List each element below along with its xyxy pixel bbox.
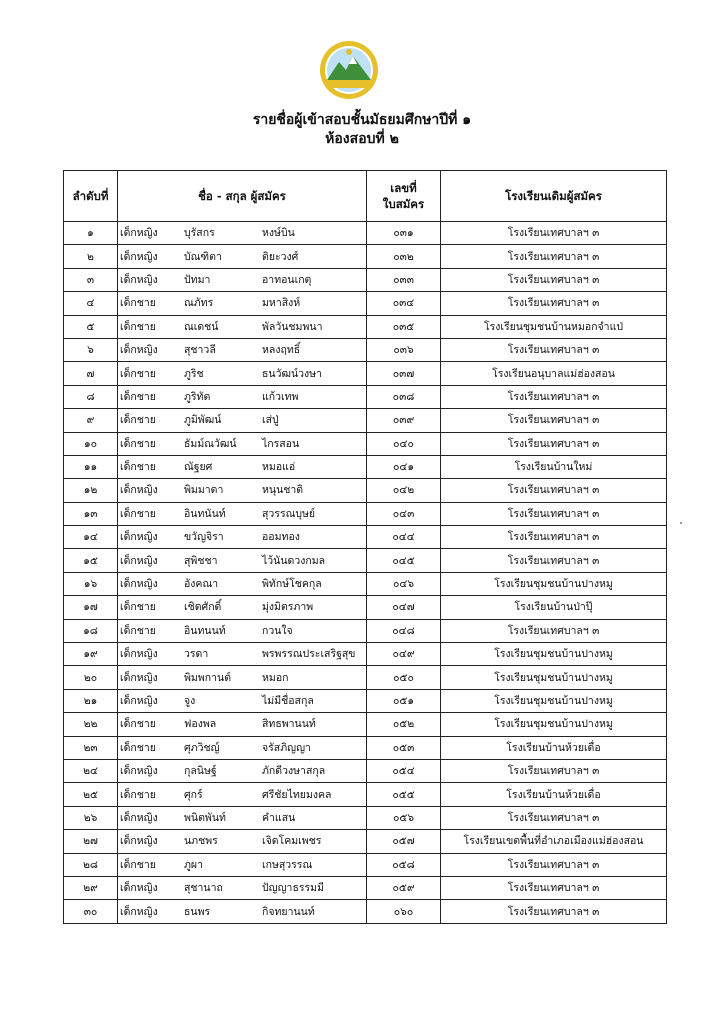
table-row — [64, 245, 667, 268]
row-school: โรงเรียนเทศบาลฯ ๓ — [441, 759, 667, 782]
row-prefix: เด็กชาย — [120, 788, 156, 801]
row-name — [118, 292, 367, 315]
row-no: ๒๓ — [64, 736, 118, 759]
row-prefix: เด็กชาย — [120, 601, 156, 614]
table-row — [64, 572, 667, 595]
row-school: โรงเรียนบ้านป่าปุ๊ — [441, 596, 667, 619]
row-application-no: ๐๓๕ — [367, 315, 441, 338]
row-no: ๕ — [64, 315, 118, 338]
table-row — [64, 362, 667, 385]
row-prefix: เด็กหญิง — [120, 554, 158, 567]
row-prefix: เด็กชาย — [120, 507, 156, 520]
row-application-no: ๐๕๔ — [367, 759, 441, 782]
row-school: โรงเรียนเทศบาลฯ ๓ — [441, 385, 667, 408]
row-no: ๖ — [64, 338, 118, 361]
row-school: โรงเรียนชุมชนบ้านหมอกจำแป่ — [441, 315, 667, 338]
row-application-no: ๐๕๙ — [367, 876, 441, 899]
row-first-name: สุพิชชา — [184, 554, 218, 567]
row-first-name: ภูมิพัฒน์ — [184, 414, 222, 427]
row-first-name: อังคณา — [184, 578, 219, 591]
table-row — [64, 830, 667, 853]
row-application-no: ๐๓๙ — [367, 409, 441, 432]
row-prefix: เด็กชาย — [120, 718, 156, 731]
row-name — [118, 830, 367, 853]
table-row — [64, 666, 667, 689]
row-last-name: ปัญญาธรรมมี — [262, 882, 324, 895]
row-prefix: เด็กหญิง — [120, 344, 158, 357]
row-no: ๙ — [64, 409, 118, 432]
table-row — [64, 479, 667, 502]
table-row — [64, 502, 667, 525]
row-first-name: บัณฑิตา — [184, 250, 222, 263]
row-application-no: ๐๔๑ — [367, 455, 441, 478]
row-application-no: ๐๖๐ — [367, 900, 441, 923]
row-name — [118, 268, 367, 291]
row-first-name: ขวัญจิรา — [184, 531, 224, 544]
row-name — [118, 689, 367, 712]
row-application-no: ๐๕๗ — [367, 830, 441, 853]
row-prefix: เด็กหญิง — [120, 811, 158, 824]
table-row — [64, 876, 667, 899]
row-prefix: เด็กชาย — [120, 367, 156, 380]
row-no: ๗ — [64, 362, 118, 385]
row-no: ๒๔ — [64, 759, 118, 782]
row-last-name: มุ่งมิตรภาพ — [262, 601, 314, 614]
row-prefix: เด็กหญิง — [120, 882, 158, 895]
row-school: โรงเรียนเทศบาลฯ ๓ — [441, 526, 667, 549]
row-name — [118, 619, 367, 642]
row-name — [118, 783, 367, 806]
row-school: โรงเรียนเทศบาลฯ ๓ — [441, 245, 667, 268]
row-first-name: พนิตพันท์ — [184, 811, 226, 824]
row-school: โรงเรียนเทศบาลฯ ๓ — [441, 502, 667, 525]
row-name — [118, 409, 367, 432]
row-application-no: ๐๕๑ — [367, 689, 441, 712]
row-last-name: พรพรรณประเสริฐสุข — [262, 648, 356, 661]
page-title: รายชื่อผู้เข้าสอบชั้นมัธยมศึกษาปีที่ ๑ — [252, 112, 472, 128]
row-application-no: ๐๓๖ — [367, 338, 441, 361]
row-application-no: ๐๓๒ — [367, 245, 441, 268]
row-school: โรงเรียนชุมชนบ้านปางหมู — [441, 713, 667, 736]
row-school: โรงเรียนเทศบาลฯ ๓ — [441, 876, 667, 899]
table-row — [64, 713, 667, 736]
row-application-no: ๐๔๕ — [367, 549, 441, 572]
row-first-name: พิมมาดา — [184, 484, 224, 497]
table-row — [64, 315, 667, 338]
row-prefix: เด็กชาย — [120, 461, 156, 474]
row-application-no: ๐๕๘ — [367, 853, 441, 876]
row-no: ๒๕ — [64, 783, 118, 806]
row-school: โรงเรียนชุมชนบ้านปางหมู — [441, 689, 667, 712]
row-school: โรงเรียนอนุบาลแม่ฮ่องสอน — [441, 362, 667, 385]
table-row — [64, 292, 667, 315]
row-no: ๒๘ — [64, 853, 118, 876]
row-first-name: นภชพร — [184, 835, 218, 848]
table-row — [64, 783, 667, 806]
row-last-name: เจิดโคมเพชร — [262, 835, 322, 848]
row-no: ๑๙ — [64, 643, 118, 666]
row-name — [118, 806, 367, 829]
row-school: โรงเรียนเทศบาลฯ ๓ — [441, 268, 667, 291]
row-prefix: เด็กหญิง — [120, 227, 158, 240]
row-last-name: อาทอนเกตุ — [262, 273, 312, 286]
table-row — [64, 736, 667, 759]
header-app-line2: ใบสมัคร — [382, 197, 425, 211]
row-no: ๒ — [64, 245, 118, 268]
row-prefix: เด็กหญิง — [120, 648, 158, 661]
row-name — [118, 900, 367, 923]
row-no: ๒๖ — [64, 806, 118, 829]
table-row — [64, 455, 667, 478]
row-no: ๒๐ — [64, 666, 118, 689]
row-last-name: ศรีชัยไทยมงคล — [262, 788, 332, 801]
row-school: โรงเรียนชุมชนบ้านปางหมู — [441, 643, 667, 666]
row-last-name: คำแสน — [262, 811, 296, 824]
row-no: ๓ — [64, 268, 118, 291]
row-application-no: ๐๓๗ — [367, 362, 441, 385]
row-prefix: เด็กชาย — [120, 437, 156, 450]
table-row — [64, 619, 667, 642]
row-prefix: เด็กชาย — [120, 320, 156, 333]
row-application-no: ๐๔๔ — [367, 526, 441, 549]
row-name — [118, 432, 367, 455]
row-last-name: ไม่มีชื่อสกุล — [262, 695, 314, 707]
row-prefix: เด็กชาย — [120, 741, 156, 754]
row-last-name: เกษสุวรรณ — [262, 858, 313, 871]
row-first-name: บุรัสกร — [184, 227, 215, 240]
school-emblem-icon — [319, 40, 379, 100]
row-school: โรงเรียนเทศบาลฯ ๓ — [441, 549, 667, 572]
header-school: โรงเรียนเดิมผู้สมัคร — [441, 171, 667, 222]
row-prefix: เด็กหญิง — [120, 250, 158, 263]
row-name — [118, 245, 367, 268]
row-prefix: เด็กหญิง — [120, 273, 158, 286]
row-name — [118, 666, 367, 689]
row-first-name: พิมพกานต์ — [184, 671, 232, 684]
row-first-name: สุชานาถ — [184, 882, 223, 895]
row-last-name: หมอแอ่ — [262, 461, 296, 474]
row-last-name: ออมทอง — [262, 531, 300, 544]
row-last-name: ธนวัฒน์วงษา — [262, 367, 322, 380]
table-row — [64, 900, 667, 923]
table-row — [64, 643, 667, 666]
row-school: โรงเรียนชุมชนบ้านปางหมู — [441, 666, 667, 689]
row-first-name: ณเดชน์ — [184, 320, 219, 333]
row-last-name: ภักดีวงษาสกุล — [262, 765, 326, 778]
row-first-name: ภูริช — [184, 367, 204, 380]
row-no: ๑๔ — [64, 526, 118, 549]
table-header-row — [64, 171, 667, 222]
row-application-no: ๐๔๒ — [367, 479, 441, 502]
table-row — [64, 596, 667, 619]
row-school: โรงเรียนเทศบาลฯ ๓ — [441, 409, 667, 432]
header-application-no — [367, 171, 441, 222]
table-row — [64, 222, 667, 245]
row-first-name: ศุกร์ — [184, 788, 203, 801]
row-school: โรงเรียนชุมชนบ้านปางหมู — [441, 572, 667, 595]
row-first-name: ภูริทัต — [184, 390, 211, 403]
row-last-name: ไกรสอน — [262, 437, 300, 450]
row-school: โรงเรียนเทศบาลฯ ๓ — [441, 619, 667, 642]
row-last-name: พิทักษ์โชคกุล — [262, 578, 322, 591]
row-school: โรงเรียนเทศบาลฯ ๓ — [441, 806, 667, 829]
row-last-name: สิทธพานนท์ — [262, 718, 316, 731]
row-application-no: ๐๕๐ — [367, 666, 441, 689]
row-application-no: ๐๔๗ — [367, 596, 441, 619]
table-row — [64, 853, 667, 876]
row-school: โรงเรียนเทศบาลฯ ๓ — [441, 432, 667, 455]
row-first-name: เชิดศักดิ์ — [184, 601, 222, 614]
row-first-name: ธนพร — [184, 905, 211, 918]
row-first-name: ปัทมา — [184, 273, 211, 286]
row-last-name: เส่ปู่ — [262, 414, 279, 427]
row-prefix: เด็กชาย — [120, 390, 156, 403]
row-application-no: ๐๔๖ — [367, 572, 441, 595]
header-name: ชื่อ - สกุล ผู้สมัคร — [118, 171, 367, 222]
row-first-name: ธัมม์ณวัฒน์ — [184, 437, 237, 450]
row-first-name: ณัฐยศ — [184, 461, 213, 474]
header-app-line1: เลขที่ — [390, 181, 417, 195]
row-name — [118, 596, 367, 619]
row-first-name: วรดา — [184, 648, 209, 661]
row-last-name: มหาสิงห์ — [262, 297, 301, 310]
row-name — [118, 736, 367, 759]
row-first-name: ภูผา — [184, 858, 203, 871]
row-prefix: เด็กหญิง — [120, 531, 158, 544]
page-subtitle: ห้องสอบที่ ๒ — [325, 131, 399, 147]
row-application-no: ๐๔๘ — [367, 619, 441, 642]
row-no: ๑๗ — [64, 596, 118, 619]
row-name — [118, 479, 367, 502]
row-name — [118, 455, 367, 478]
row-name — [118, 643, 367, 666]
row-school: โรงเรียนบ้านใหม่ — [441, 455, 667, 478]
row-last-name: หลงฤทธิ์ — [262, 344, 301, 357]
row-no: ๑๒ — [64, 479, 118, 502]
row-no: ๒๗ — [64, 830, 118, 853]
row-school: โรงเรียนเทศบาลฯ ๓ — [441, 853, 667, 876]
row-no: ๑๖ — [64, 572, 118, 595]
table-row — [64, 806, 667, 829]
row-no: ๘ — [64, 385, 118, 408]
row-first-name: สุชาวลี — [184, 344, 216, 357]
scan-speck — [680, 522, 682, 524]
row-school: โรงเรียนเทศบาลฯ ๓ — [441, 900, 667, 923]
row-prefix: เด็กหญิง — [120, 835, 158, 848]
row-school: โรงเรียนบ้านห้วยเดื่อ — [441, 783, 667, 806]
row-prefix: เด็กชาย — [120, 858, 156, 871]
table-row — [64, 526, 667, 549]
table-row — [64, 268, 667, 291]
row-application-no: ๐๕๓ — [367, 736, 441, 759]
row-first-name: กุลนิษฐ์ — [184, 765, 217, 778]
row-last-name: สุวรรณบุษย์ — [262, 507, 316, 520]
header-no: ลำดับที่ — [64, 171, 118, 222]
row-school: โรงเรียนบ้านห้วยเดื่อ — [441, 736, 667, 759]
table-row — [64, 689, 667, 712]
row-application-no: ๐๓๔ — [367, 292, 441, 315]
row-first-name: จูง — [184, 695, 196, 707]
row-prefix: เด็กหญิง — [120, 765, 158, 778]
row-school: โรงเรียนเขตพื้นที่อำเภอเมืองแม่ฮ่องสอน — [441, 830, 667, 853]
row-name — [118, 713, 367, 736]
row-application-no: ๐๓๓ — [367, 268, 441, 291]
row-first-name: ณภัทร — [184, 297, 214, 310]
row-name — [118, 502, 367, 525]
row-name — [118, 362, 367, 385]
row-no: ๑๑ — [64, 455, 118, 478]
row-prefix: เด็กหญิง — [120, 671, 158, 684]
row-name — [118, 759, 367, 782]
row-name — [118, 876, 367, 899]
row-application-no: ๐๔๐ — [367, 432, 441, 455]
table-row — [64, 759, 667, 782]
row-last-name: จรัสภิญญา — [262, 741, 311, 754]
row-application-no: ๐๔๙ — [367, 643, 441, 666]
row-school: โรงเรียนเทศบาลฯ ๓ — [441, 292, 667, 315]
row-prefix: เด็กหญิง — [120, 484, 158, 497]
row-first-name: ฟองพล — [184, 718, 217, 731]
row-last-name: ติยะวงศ์ — [262, 250, 299, 263]
row-prefix: เด็กหญิง — [120, 578, 158, 591]
row-last-name: หนุนชาติ — [262, 484, 304, 497]
row-name — [118, 549, 367, 572]
row-name — [118, 338, 367, 361]
table-row — [64, 432, 667, 455]
row-name — [118, 526, 367, 549]
row-prefix: เด็กชาย — [120, 297, 156, 310]
row-no: ๒๒ — [64, 713, 118, 736]
row-first-name: อินทนนท์ — [184, 624, 226, 637]
row-first-name: อินทนันท์ — [184, 507, 226, 520]
row-application-no: ๐๔๓ — [367, 502, 441, 525]
row-name — [118, 222, 367, 245]
row-no: ๑๕ — [64, 549, 118, 572]
row-first-name: ศุภวิชญ์ — [184, 741, 220, 754]
table-row — [64, 385, 667, 408]
table-row — [64, 338, 667, 361]
row-application-no: ๐๓๑ — [367, 222, 441, 245]
row-prefix: เด็กชาย — [120, 414, 156, 427]
row-last-name: กิจทยานนท์ — [262, 905, 315, 918]
row-application-no: ๐๕๕ — [367, 783, 441, 806]
row-last-name: หงษ์บิน — [262, 227, 295, 240]
row-school: โรงเรียนเทศบาลฯ ๓ — [441, 338, 667, 361]
row-no: ๒๑ — [64, 689, 118, 712]
row-last-name: หมอก — [262, 671, 289, 684]
row-no: ๑๘ — [64, 619, 118, 642]
row-no: ๑ — [64, 222, 118, 245]
row-school: โรงเรียนเทศบาลฯ ๓ — [441, 479, 667, 502]
row-school: โรงเรียนเทศบาลฯ ๓ — [441, 222, 667, 245]
row-no: ๓๐ — [64, 900, 118, 923]
row-no: ๒๙ — [64, 876, 118, 899]
row-last-name: แก้วเทพ — [262, 390, 299, 403]
row-no: ๑๐ — [64, 432, 118, 455]
applicant-table — [63, 170, 667, 924]
row-name — [118, 385, 367, 408]
row-prefix: เด็กหญิง — [120, 905, 158, 918]
row-prefix: เด็กหญิง — [120, 695, 158, 707]
row-no: ๑๓ — [64, 502, 118, 525]
row-prefix: เด็กชาย — [120, 624, 156, 637]
row-name — [118, 315, 367, 338]
row-application-no: ๐๓๘ — [367, 385, 441, 408]
row-no: ๔ — [64, 292, 118, 315]
row-application-no: ๐๕๒ — [367, 713, 441, 736]
row-name — [118, 853, 367, 876]
row-last-name: ไว้นันดวงกมล — [262, 554, 326, 567]
table-row — [64, 409, 667, 432]
row-application-no: ๐๕๖ — [367, 806, 441, 829]
row-last-name: กวนใจ — [262, 624, 293, 637]
row-last-name: พัลวันชมพนา — [262, 320, 323, 333]
row-name — [118, 572, 367, 595]
table-row — [64, 549, 667, 572]
